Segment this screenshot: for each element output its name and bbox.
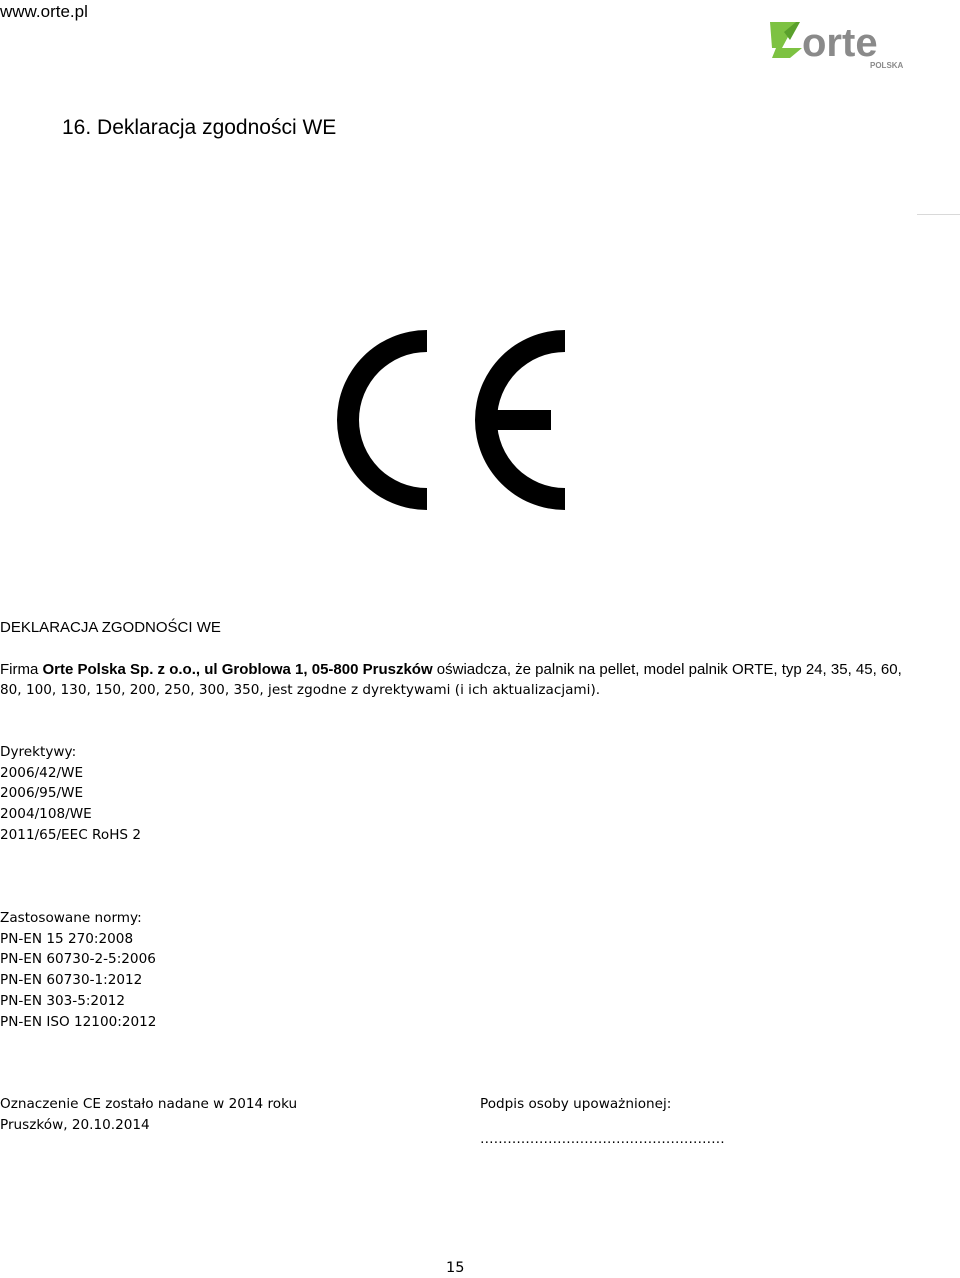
company-name: Orte Polska Sp. z o.o. bbox=[42, 661, 196, 678]
orte-logo-icon bbox=[766, 18, 912, 70]
list-item: 2004/108/WE bbox=[0, 806, 92, 823]
company-address: , ul Groblowa 1, 05-800 Pruszków bbox=[195, 661, 433, 678]
logo-subtext: POLSKA bbox=[870, 61, 904, 70]
list-item: PN-EN 303-5:2012 bbox=[0, 992, 126, 1009]
list-item: 2006/42/WE bbox=[0, 764, 84, 781]
statement-part-1: oświadcza, że palnik na pellet, model palnik ORTE, typ 24, 35, 45, 60, bbox=[432, 661, 902, 678]
place-date: Pruszków, 20.10.2014 bbox=[0, 1117, 150, 1133]
norms-list bbox=[0, 908, 156, 1032]
list-item: PN-EN 15 270:2008 bbox=[0, 930, 134, 947]
directives-list bbox=[0, 742, 141, 846]
ce-note-block bbox=[0, 1094, 297, 1136]
list-item: 2006/95/WE bbox=[0, 785, 84, 802]
list-item: PN-EN ISO 12100:2012 bbox=[0, 1013, 157, 1030]
site-url[interactable]: www.orte.pl bbox=[0, 2, 88, 21]
ce-mark bbox=[335, 322, 575, 518]
signature-line: ……………………………………………… bbox=[480, 1131, 725, 1147]
list-item: PN-EN 60730-1:2012 bbox=[0, 972, 143, 989]
declaration-line-2: 80, 100, 130, 150, 200, 250, 300, 350, jest zgodne z dyrektywami (i ich aktualizacjami). bbox=[0, 682, 601, 698]
orte-logo bbox=[766, 18, 912, 70]
ce-note: Oznaczenie CE zostało nadane w 2014 roku bbox=[0, 1096, 298, 1112]
intro-prefix: Firma bbox=[0, 661, 43, 678]
ce-mark-icon bbox=[335, 322, 575, 518]
logo-wordmark: orte bbox=[802, 21, 878, 65]
section-heading: 16. Deklaracja zgodności WE bbox=[62, 116, 337, 139]
list-item: PN-EN 60730-2-5:2006 bbox=[0, 951, 156, 968]
header-divider bbox=[917, 214, 960, 215]
list-item: 2011/65/EEC RoHS 2 bbox=[0, 826, 142, 843]
page-number: 15 bbox=[446, 1260, 465, 1276]
declaration-title: DEKLARACJA ZGODNOŚCI WE bbox=[0, 619, 221, 636]
norms-heading: Zastosowane normy: bbox=[0, 910, 142, 926]
declaration-body bbox=[0, 659, 910, 701]
signature-label: Podpis osoby upoważnionej: bbox=[480, 1096, 672, 1112]
directives-heading: Dyrektywy: bbox=[0, 744, 77, 760]
declaration-line-1 bbox=[0, 659, 910, 680]
signature-block bbox=[480, 1094, 725, 1150]
